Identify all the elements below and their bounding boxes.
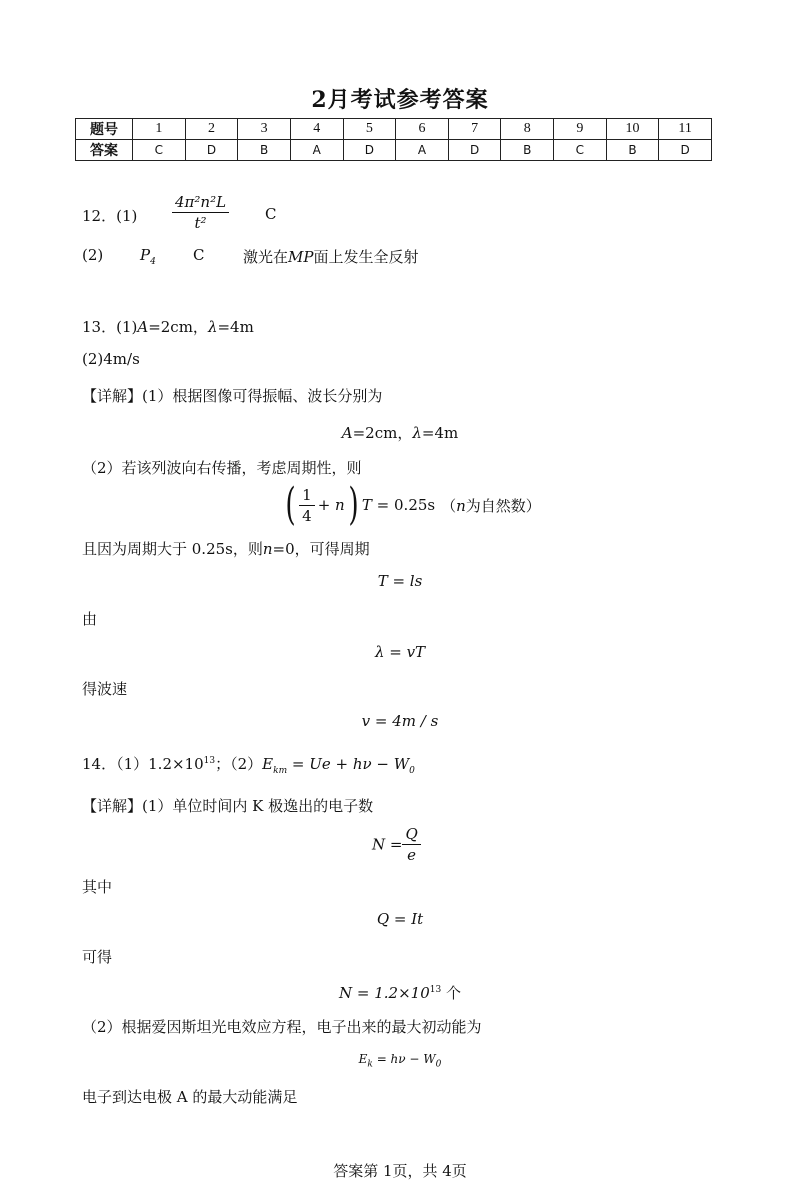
question-number-cell: 6	[396, 119, 449, 140]
q12-reason	[243, 246, 418, 267]
q12-reason-pre: 激光在	[243, 248, 289, 266]
q14-label-mid: ；（2）	[215, 755, 263, 773]
q14-ekm-rhs: = Ue + hν − W	[287, 755, 410, 773]
q14-qizhong: 其中	[82, 878, 113, 896]
q14-kede: 可得	[82, 948, 113, 966]
q14-eqQ: Q = It	[376, 910, 424, 928]
q13-ans1-lambda: λ	[207, 318, 218, 336]
q14-label: 14．（1）1.2×10	[82, 755, 204, 773]
answer-cell: D	[448, 140, 501, 161]
question-number-cell: 9	[554, 119, 607, 140]
q13-de-bosu: 得波速	[82, 680, 128, 698]
q13-ans1-a: A	[137, 318, 149, 336]
q13-eq4: λ = vT	[374, 643, 426, 661]
q14-eqN2-exp: 13	[429, 985, 442, 995]
q14-eqN-den: e	[407, 846, 417, 864]
answer-cell: B	[238, 140, 291, 161]
q12-part2-label: (2)	[82, 246, 104, 264]
q14-eqEk	[0, 1052, 800, 1069]
q14-ekm: E	[262, 755, 274, 773]
q13-eq2-fraction	[299, 486, 315, 525]
answer-cell: A	[290, 140, 343, 161]
answer-table	[75, 118, 712, 161]
q14-detail1: 【详解】(1）单位时间内 K 极逸出的电子数	[82, 797, 374, 815]
q13-detail1: 【详解】(1）根据图像可得振幅、波长分别为	[82, 387, 383, 405]
q13-detail2: （2）若该列波向右传播，考虑周期性，则	[82, 459, 362, 477]
answer-cell: D	[659, 140, 712, 161]
q14-ekm-rhs-sub: 0	[409, 766, 415, 776]
q13-eq1-mid: =2cm，	[352, 424, 413, 442]
q12-p4-sub: 4	[150, 257, 156, 267]
q13-eq2	[282, 479, 541, 530]
q12-p4	[140, 246, 156, 267]
q14-eqEk-sub: k	[367, 1059, 373, 1070]
q13-eq1-a: A	[341, 424, 353, 442]
q14-eqEk-rhs: = hν − W	[372, 1052, 436, 1066]
q14-eqEk-e: E	[358, 1052, 368, 1066]
q13-detail3-n: n	[262, 540, 273, 558]
q13-eq1	[0, 422, 800, 443]
q12-reason-var: MP	[288, 248, 314, 266]
answer-cell: D	[185, 140, 238, 161]
question-number-cell: 4	[290, 119, 343, 140]
q14-eqN-fraction	[402, 825, 420, 864]
question-number-cell: 7	[448, 119, 501, 140]
question-number-cell: 5	[343, 119, 396, 140]
q12-formula	[172, 193, 229, 232]
q14-eqN	[372, 825, 421, 864]
q13-eq2-t: T	[361, 496, 372, 514]
q14-eqN-lhs: N =	[372, 835, 403, 854]
q12-fraction	[172, 193, 229, 232]
answer-cell: C	[133, 140, 186, 161]
q13-eq2-plus-n: + n	[317, 496, 345, 514]
question-number-cell: 8	[501, 119, 554, 140]
q13-eq2-note-n: n	[456, 496, 466, 515]
q14-detail2: （2）根据爱因斯坦光电效应方程，电子出来的最大初动能为	[82, 1018, 482, 1036]
q13-eq2-right-paren: )	[348, 479, 359, 530]
q12-label: 12．(1)	[82, 207, 138, 225]
q13-detail3-post: =0，可得周期	[272, 540, 370, 558]
q14-ekm-formula	[262, 755, 415, 776]
question-number-cell: 11	[659, 119, 712, 140]
q13-eq2-note-pre: （	[441, 496, 457, 515]
question-number-cell: 3	[238, 119, 291, 140]
answer-cell: D	[343, 140, 396, 161]
q13-answer1	[82, 316, 254, 337]
answer-cell: A	[396, 140, 449, 161]
q13-answer2: (2)4m/s	[82, 350, 140, 368]
q12-answer2: C	[193, 246, 205, 264]
question-number-cell: 1	[133, 119, 186, 140]
page-footer: 答案第 1页，共 4页	[333, 1162, 467, 1180]
q13-detail3	[82, 538, 370, 559]
q14-eqN-num: Q	[402, 825, 420, 845]
q12-reason-post: 面上发生全反射	[313, 248, 419, 266]
q14-ekm-sub: km	[273, 766, 288, 776]
q14-answers	[82, 753, 415, 776]
q13-ans1-rest1: =2cm，	[148, 318, 208, 336]
q13-eq2-val: = 0.25s	[371, 496, 436, 514]
question-number-cell: 2	[185, 119, 238, 140]
answer-cell: B	[606, 140, 659, 161]
q13-eq2-num: 1	[299, 486, 315, 506]
q14-eqN2-pre: N = 1.2×10	[339, 984, 430, 1002]
answer-table-header-row	[76, 119, 712, 140]
q13-eq2-note-post: 为自然数）	[465, 496, 541, 515]
q13-detail3-pre: 且因为周期大于 0.25s，则	[82, 540, 263, 558]
header-label-cell: 题号	[76, 119, 133, 140]
q14-eqN2	[0, 982, 800, 1003]
q14-eqN2-post: 个	[441, 984, 461, 1002]
q13-eq2-left-paren: (	[285, 479, 296, 530]
q13-eq1-end: =4m	[421, 424, 459, 442]
q12-p4-letter: P	[140, 246, 151, 264]
q12-fraction-numerator: 4π²n²L	[172, 193, 229, 213]
question-number-cell: 10	[606, 119, 659, 140]
q13-eq2-den: 4	[302, 506, 312, 525]
page-title: 2月考试参考答案	[311, 87, 489, 113]
q14-label-exp: 13	[203, 756, 216, 766]
q14-detail3: 电子到达电极 A 的最大动能满足	[82, 1088, 298, 1106]
q13-you: 由	[82, 610, 98, 628]
q12-answer1: C	[265, 205, 277, 223]
q13-eq5: v = 4m / s	[361, 712, 439, 730]
q13-eq3: T = ls	[377, 572, 423, 590]
q13-ans1-rest2: =4m	[217, 318, 254, 336]
q12-fraction-denominator: t²	[194, 214, 207, 232]
q13-eq1-lambda: λ	[412, 424, 422, 442]
answer-cell: B	[501, 140, 554, 161]
q13-eq2-note	[441, 497, 541, 515]
answer-table-answer-row	[76, 140, 712, 161]
answer-label-cell: 答案	[76, 140, 133, 161]
q14-eqEk-rhs-sub: 0	[435, 1059, 442, 1070]
answer-cell: C	[554, 140, 607, 161]
q13-label: 13．(1)	[82, 318, 138, 336]
